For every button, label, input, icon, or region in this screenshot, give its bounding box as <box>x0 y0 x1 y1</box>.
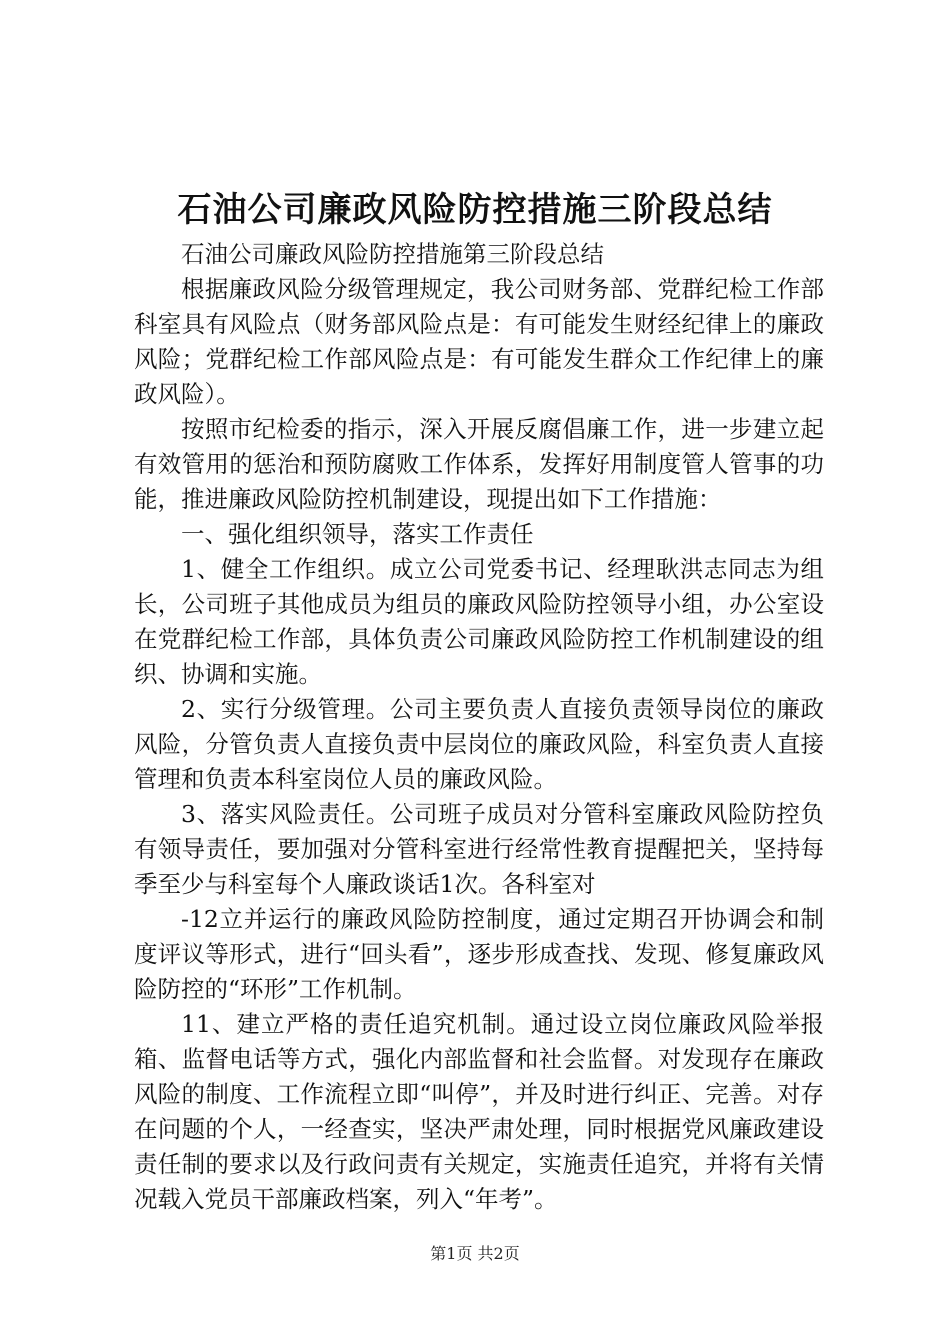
body-paragraph: 11、建立严格的责任追究机制。通过设立岗位廉政风险举报箱、监督电话等方式，强化内部监督和社会监督。对发现存在廉政风险的制度、工作流程立即“叫停”，并及时进行纠正、完善。对存在问题的个人，一经查实，坚决严肃处理，同时根据党风廉政建设责任制的要求以及行政问责有关规定，实施责任追究，并将有关情况载入党员干部廉政档案，列入“年考”。 <box>134 1010 824 1213</box>
body-paragraph: 2、实行分级管理。公司主要负责人直接负责领导岗位的廉政风险，分管负责人直接负责中层岗位的廉政风险，科室负责人直接管理和负责本科室岗位人员的廉政风险。 <box>134 695 824 793</box>
document-title: 石油公司廉政风险防控措施三阶段总结 <box>177 190 773 230</box>
body-paragraph: 3、落实风险责任。公司班子成员对分管科室廉政风险防控负有领导责任，要加强对分管科室进行经常性教育提醒把关，坚持每季至少与科室每个人廉政谈话1次。各科室对 <box>134 800 824 898</box>
body-paragraph: -12立并运行的廉政风险防控制度，通过定期召开协调会和制度评议等形式，进行“回头看”，逐步形成查找、发现、修复廉政风险防控的“环形”工作机制。 <box>134 905 824 1003</box>
subtitle-paragraph: 石油公司廉政风险防控措施第三阶段总结 <box>181 240 604 268</box>
body-paragraph: 1、健全工作组织。成立公司党委书记、经理耿洪志同志为组长，公司班子其他成员为组员的廉政风险防控领导小组，办公室设在党群纪检工作部，具体负责公司廉政风险防控工作机制建设的组织、协调和实施。 <box>134 555 824 688</box>
document-body <box>134 237 824 1217</box>
body-paragraph: 根据廉政风险分级管理规定，我公司财务部、党群纪检工作部科室具有风险点（财务部风险点是：有可能发生财经纪律上的廉政风险；党群纪检工作部风险点是：有可能发生群众工作纪律上的廉政风险）。 <box>134 275 824 408</box>
section-heading: 一、强化组织领导，落实工作责任 <box>181 520 534 548</box>
page-number-footer: 第1页 共2页 <box>430 1244 520 1263</box>
body-paragraph: 按照市纪检委的指示，深入开展反腐倡廉工作，进一步建立起有效管用的惩治和预防腐败工作体系，发挥好用制度管人管事的功能，推进廉政风险防控机制建设，现提出如下工作措施： <box>134 415 824 513</box>
